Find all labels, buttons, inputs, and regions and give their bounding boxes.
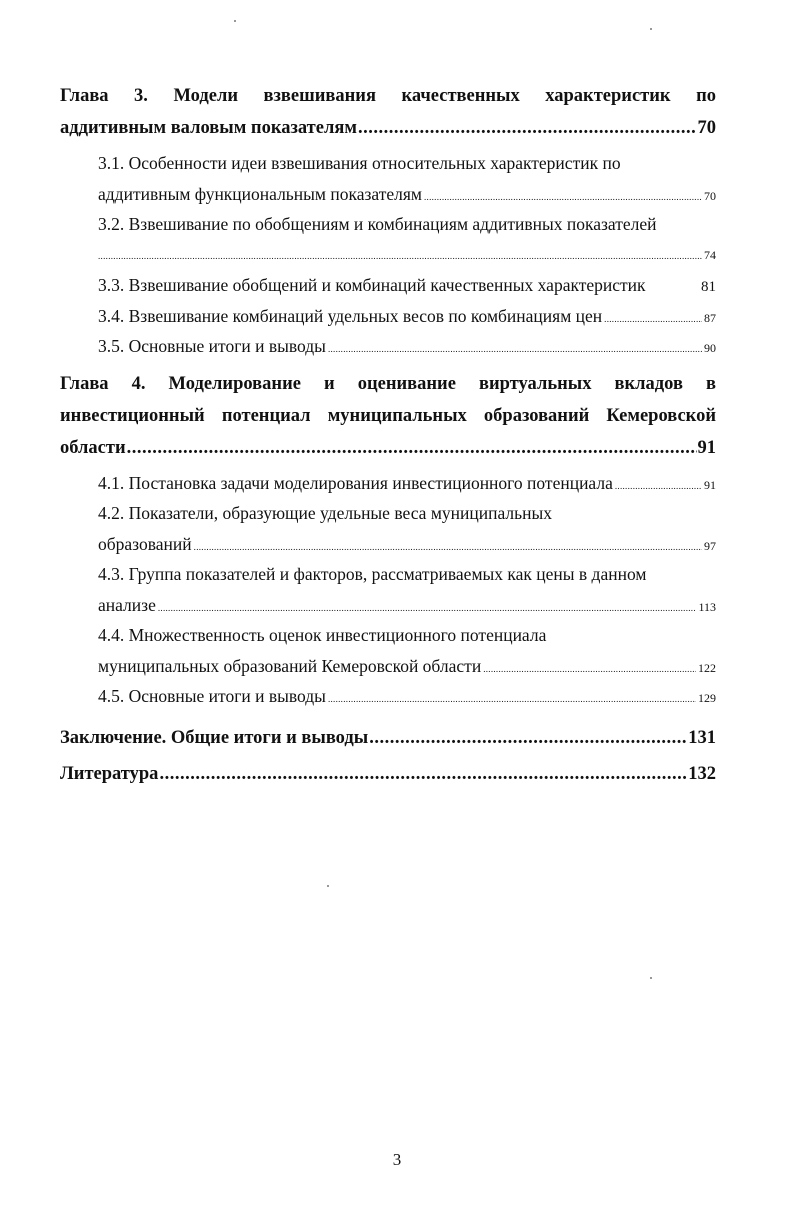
toc-chapter-3-last-line [60,112,716,144]
toc-literature[interactable] [60,758,716,790]
toc-section-page: 91 [704,477,716,492]
table-of-contents [60,80,716,794]
toc-section-3-1[interactable] [98,148,716,209]
toc-section-title: 3.2. Взвешивание по обобщениям и комбинациям аддитивных показателей [98,214,657,234]
toc-section-4-5[interactable] [98,681,716,712]
scan-speck [327,885,329,887]
dot-leader [98,241,702,272]
toc-section-page: 74 [704,247,716,262]
toc-chapter-4-title: Глава 4. Моделирование и оценивание виртуальных вкладов в [60,373,716,394]
dot-leader [615,471,702,502]
dot-leader [483,654,696,685]
toc-section-last-line [98,240,716,271]
dot-leader [604,304,702,335]
toc-literature-page: 132 [688,763,716,784]
toc-section-line [98,681,716,712]
toc-section-title-cont: муниципальных образований Кемеровской области [98,655,482,676]
toc-chapter-3-title: Глава 3. Модели взвешивания качественных характеристик по [60,86,716,106]
toc-conclusion[interactable] [60,722,716,754]
toc-section-title-cont: образований [98,533,192,554]
toc-section-page: 70 [704,188,716,203]
toc-section-page: 87 [704,310,716,325]
toc-literature-line [60,758,716,790]
toc-section-page: 122 [698,660,716,675]
toc-section-line [98,301,716,332]
dot-leader [328,684,696,715]
toc-section-line [98,468,716,499]
toc-section-last-line [98,529,716,560]
toc-section-4-4[interactable] [98,620,716,681]
toc-chapter-3[interactable] [60,80,716,144]
scan-speck [650,977,652,979]
toc-section-4-2[interactable] [98,498,716,559]
toc-section-4-1[interactable] [98,468,716,499]
toc-section-3-5[interactable] [98,331,716,362]
dot-leader [159,758,687,790]
scan-speck [650,28,652,30]
toc-chapter-4-page: 91 [697,437,716,458]
toc-section-title: 3.5. Основные итоги и выводы [98,336,326,356]
toc-section-last-line [98,590,716,621]
toc-section-3-2[interactable] [98,209,716,270]
toc-section-title: 4.3. Группа показателей и факторов, рассматриваемых как цены в данном [98,564,647,584]
toc-conclusion-title: Заключение. Общие итоги и выводы [60,727,369,748]
toc-chapter-3-page: 70 [697,118,716,138]
toc-section-title: 4.4. Множественность оценок инвестиционного потенциала [98,625,547,645]
toc-section-page: 129 [698,691,716,705]
toc-chapter-4-title-end: области [60,437,126,458]
page-number: 3 [392,1150,402,1169]
toc-section-line [98,270,716,301]
dot-leader [424,182,702,213]
toc-section-title: 4.2. Показатели, образующие удельные веса муниципальных [98,503,552,523]
toc-chapter-3-title-cont: аддитивным валовым показателям [60,118,357,138]
toc-section-3-4[interactable] [98,301,716,332]
scan-speck [234,20,236,22]
dot-leader [127,432,697,464]
toc-chapter-4[interactable] [60,368,716,464]
dot-leader [158,593,697,624]
toc-section-title: 4.1. Постановка задачи моделирования инвестиционного потенциала [98,472,613,493]
toc-section-page: 113 [698,599,716,614]
toc-section-last-line [98,179,716,210]
toc-section-3-3[interactable] [98,270,716,301]
toc-chapter-4-title-cont: инвестиционный потенциал муниципальных образований Кемеровской [60,405,716,426]
toc-section-page: 90 [704,341,716,355]
toc-section-page: 97 [704,538,716,553]
toc-conclusion-page: 131 [688,727,716,748]
toc-section-title: 4.5. Основные итоги и выводы [98,686,326,706]
toc-literature-title: Литература [60,763,159,784]
dot-leader [328,334,702,365]
toc-section-title: 3.4. Взвешивание комбинаций удельных весов по комбинациям цен [98,305,603,326]
toc-section-title: 3.3. Взвешивание обобщений и комбинаций качественных характеристик [98,275,646,295]
toc-chapter-4-last-line [60,432,716,464]
toc-section-page: 81 [701,279,716,295]
toc-section-title: 3.1. Особенности идеи взвешивания относительных характеристик по [98,153,621,173]
toc-conclusion-line [60,722,716,754]
toc-section-last-line [98,651,716,682]
toc-section-title-cont: аддитивным функциональным показателям [98,183,422,204]
toc-section-title-cont: анализе [98,594,156,615]
toc-section-line [98,331,716,362]
dot-leader [194,532,702,563]
dot-leader [358,112,697,144]
toc-section-4-3[interactable] [98,559,716,620]
dot-leader [369,722,687,754]
